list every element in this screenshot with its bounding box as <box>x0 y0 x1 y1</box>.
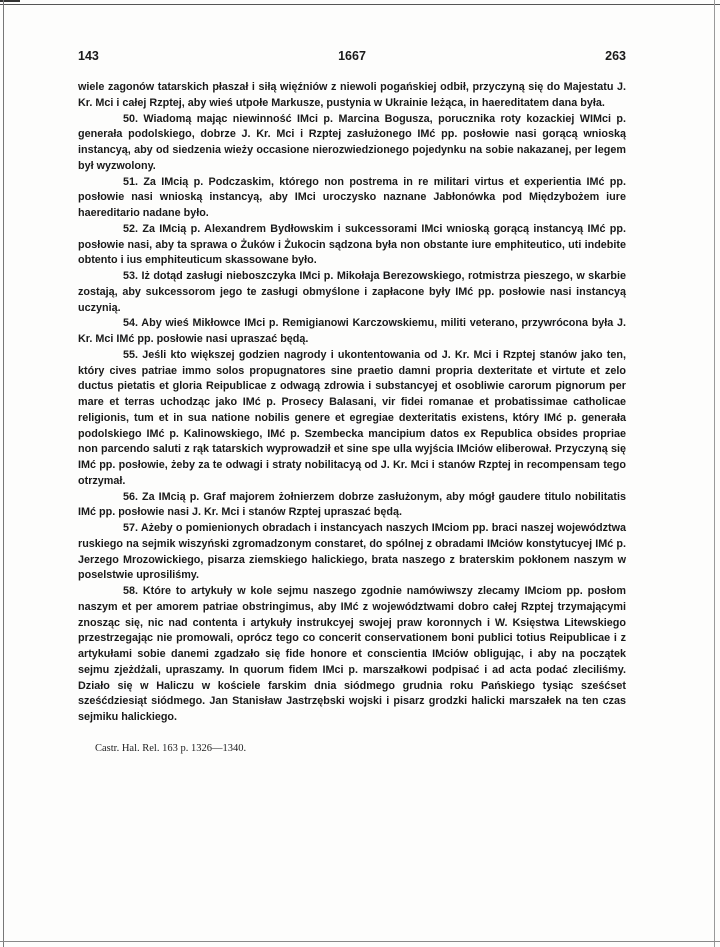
paragraph-52: 52. Za IMcią p. Alexandrem Bydłowskim i sukcessorami IMci wnioską gorącą instancyą IMć pp. posłowie nasi, aby ta sprawa o Żuków i Żukocin sądzona była non obstante iure emphiteutico, uti indebite obtento i ius emphiteuticum skassowane było. <box>78 222 626 267</box>
source-citation: Castr. Hal. Rel. 163 p. 1326—1340. <box>95 743 247 754</box>
paragraph-57: 57. Ażeby o pomienionych obradach i instancyach naszych IMciom pp. braci naszej województwa ruskiego na sejmik wiszyński zgromadzonym constaret, do spólnej z obradami IMciów konstytucyej IMć p. Jerzego Mrozowickiego, pisarza ziemskiego halickiego, brata naszego z braterskim pokłonem naszym w poselstwie uprosiliśmy. <box>78 522 626 582</box>
paragraph-53: 53. Iż dotąd zasługi nieboszczyka IMci p. Mikołaja Berezowskiego, rotmistrza pieszego, w skarbie zostają, aby sukcessorom jego te zasługi obmyślone i zapłacone były IMć pp. posłowie nasi instancyą uczynią. <box>78 270 626 314</box>
paragraph-continuation: wiele zagonów tatarskich płaszał i siłą więźniów z niewoli pogańskiej odbił, przyczyną się do Majestatu J. Kr. Mci i całej Rzptej, aby wieś utpołe Markusze, pustynia w Ukrainie leżąca, in haereditatem dana była. <box>78 81 626 109</box>
running-header <box>78 49 626 65</box>
header-year: 1667 <box>338 49 366 63</box>
paragraph-58: 58. Które to artykuły w kole sejmu naszego zgodnie namówiwszy zlecamy IMciom pp. posłom naszym et per amorem patriae obstringimus, aby IMć z województwami dobro całej Rzptej trzymającymi znosząc się, nic nad contenta i artykuły instrukcyej swojej praw koronnych i W. Księstwa Litewskiego przestrzegając nie promowali, oprócz tego co concerit conservationem boni publici totius Reipublicae i z artykułami sobie danemi zgadzało się fide honore et conscientia IMciów obligując, i aby na początek sejmu zjeżdżali, upraszamy. In quorum fidem IMci p. marszałkowi podpisać i ad acta podać zleciliśmy. Działo się w Haliczu w kościele farskim dnia siódmego grudnia roku Pańskiego tysiąc sześćset sześćdziesiąt siódmego. Jan Stanisław Jastrzębski wojski i pisarz grodzki halicki marszałek na ten czas sejmiku halickiego. <box>78 585 626 723</box>
scan-edge-top <box>0 4 720 5</box>
scan-edge-bottom <box>0 941 720 942</box>
paragraph-50: 50. Wiadomą mając niewinność IMci p. Marcina Bogusza, porucznika roty kozackiej WIMci p. generała podolskiego, dobrze J. Kr. Mci i Rzptej zasłużonego IMć pp. posłowie nasi gorącą wnioską instancyą, aby od siedzenia wieży occasione nierozwiedzionego pojedynku na sobie nakazanej, per legem był wyzwolony. <box>78 112 626 172</box>
paragraph-51: 51. Za IMcią p. Podczaskim, którego non postrema in re militari virtus et experientia IMć pp. posłowie nasi wnioską instancyą, aby IMci uroczysko naznane Jabłonówka pod Międzybożem iure haereditario nadane było. <box>78 175 626 219</box>
paragraph-56: 56. Za IMcią p. Graf majorem żołnierzem dobrze zasłużonym, aby mógł gaudere titulo nobilitatis IMć pp. posłowie nasi J. Kr. Mci i stanów Rzptej upraszać będą. <box>78 490 626 519</box>
body-text <box>78 80 626 726</box>
header-left-number: 143 <box>78 49 99 63</box>
paragraph-54: 54. Aby wieś Mikłowce IMci p. Remigianowi Karczowskiemu, militi veterano, przywrócona była J. Kr. Mci IMć pp. posłowie nasi upraszać będą. <box>78 317 626 345</box>
scan-edge-right <box>714 0 715 947</box>
scan-edge-left <box>3 0 4 947</box>
header-page-number: 263 <box>605 49 626 63</box>
paragraph-55: 55. Jeśli kto większej godzien nagrody i ukontentowania od J. Kr. Mci i Rzptej stanów jako ten, który cives patriae immo solos propugnatores sine praetio damni propria dexteritate et virtute et zelo ductus pietatis et gloria Reipublicae z odwagą zdrowia i substancyej et osobliwie carorum pignorum per mare et terras uchodząc jako IMć p. Prosecy Balasani, vir fidei romanae et probatissimae catholicae religionis, tum et in sua natione nobilis genere et egregiae dexteritatis existens, który IMć p. generała podolskiego IMć p. Kalinowskiego, IMć p. Szembecka mancipium datos ex Republica obsides propriae non parcendo saluti z rąk tatarskich wyprowadził et sine spe ulla wyjścia IMciów eliberował. Przyczyną się IMć pp. posłowie, żeby za te odwagi i straty nobilitacyą od J. Kr. Mci i stanów Rzptej in recompensam tego otrzymał. <box>78 348 626 487</box>
